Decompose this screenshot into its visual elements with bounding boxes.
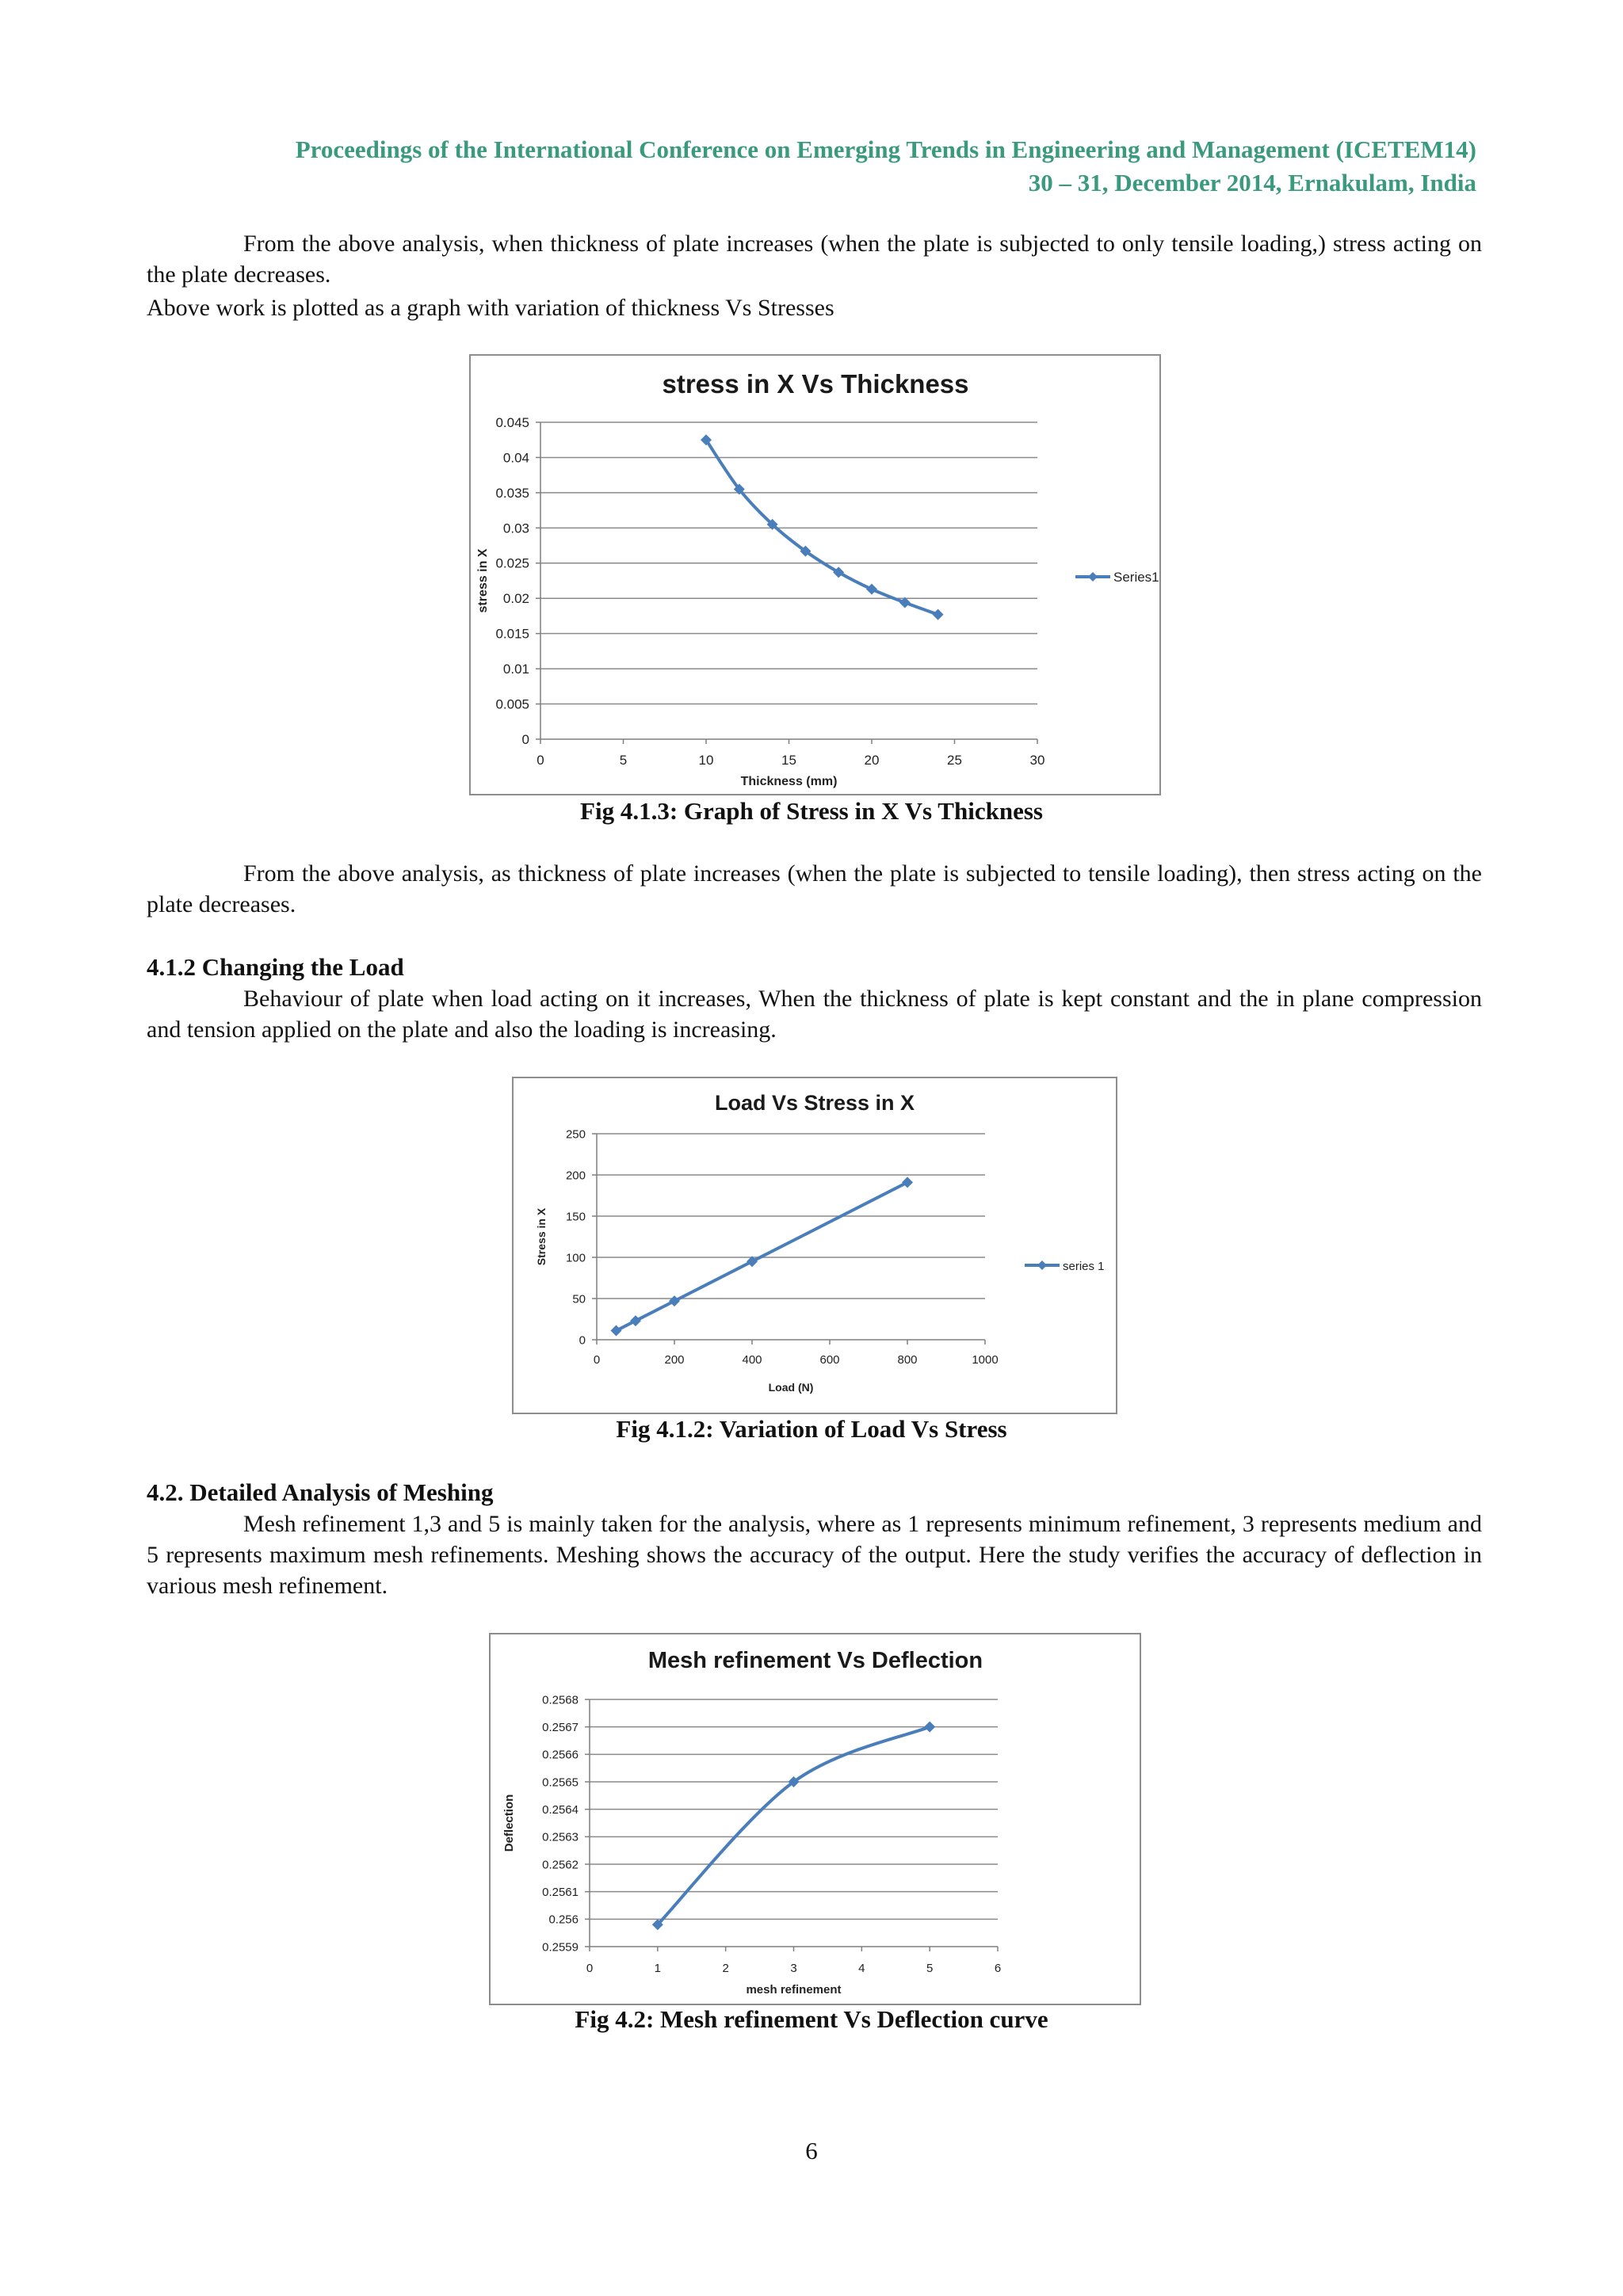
y-tick-label: 0.03 <box>502 521 529 536</box>
chart-mesh-vs-deflection-svg <box>491 1634 1140 2004</box>
y-axis-label: Stress in X <box>535 1207 548 1266</box>
figure-caption-4-1-3: Fig 4.1.3: Graph of Stress in X Vs Thickness <box>580 797 1043 825</box>
data-point <box>669 1295 680 1306</box>
y-tick-label: 200 <box>565 1169 586 1183</box>
chart-title: Mesh refinement Vs Deflection <box>647 1648 983 1673</box>
y-tick-label: 0 <box>521 731 529 747</box>
paragraph-thickness-conclusion: From the above analysis, as thickness of plate increases (when the plate is subjected to tensile loading), then stress acting on the plate decreases. <box>147 860 1482 917</box>
x-tick-label: 25 <box>947 753 962 768</box>
y-tick-label: 0.2568 <box>542 1693 579 1707</box>
data-point <box>630 1315 641 1326</box>
y-axis-label: Deflection <box>502 1794 516 1852</box>
data-point <box>866 584 877 595</box>
x-tick-label: 10 <box>698 753 714 768</box>
y-tick-label: 0.2566 <box>542 1748 579 1762</box>
paragraph-thickness-analysis: From the above analysis, when thickness of plate increases (when the plate is subjected to only tensile loading,) stress acting on the plate decreases. <box>147 231 1482 288</box>
chart-stress-vs-thickness <box>469 354 1161 795</box>
y-tick-label: 0.02 <box>502 591 529 607</box>
data-point <box>902 1177 913 1188</box>
data-point <box>933 609 944 620</box>
x-tick-label: 1000 <box>972 1353 999 1367</box>
legend-label: Series1 <box>1113 570 1159 585</box>
x-axis-label: Thickness (mm) <box>740 775 838 788</box>
x-tick-label: 0 <box>593 1353 601 1367</box>
x-axis-label: Load (N) <box>768 1381 814 1394</box>
paragraph-meshing: Mesh refinement 1,3 and 5 is mainly taken for the analysis, where as 1 represents minimum refinement, 3 represents medium and 5 represents maximum mesh refinements. Meshing shows the accuracy of the output. Here the study verifies the accuracy of deflection in various mesh refinement. <box>147 1511 1482 1599</box>
y-tick-label: 50 <box>572 1292 586 1306</box>
y-axis-label: stress in X <box>476 548 490 613</box>
x-tick-label: 6 <box>994 1962 1002 1975</box>
series-line <box>706 440 938 614</box>
y-tick-label: 150 <box>565 1210 586 1224</box>
section-heading-4-1-2: 4.1.2 Changing the Load <box>147 953 404 981</box>
y-tick-label: 0.2567 <box>542 1720 579 1734</box>
chart-title: stress in X Vs Thickness <box>662 369 969 399</box>
chart-load-vs-stress-svg <box>514 1078 1116 1413</box>
y-tick-label: 0.01 <box>502 662 529 677</box>
x-tick-label: 5 <box>619 753 628 768</box>
y-tick-label: 0.005 <box>495 696 529 712</box>
y-tick-label: 0.2563 <box>542 1830 579 1844</box>
paragraph-changing-load: Behaviour of plate when load acting on it increases, When the thickness of plate is kept constant and the in plane compression and tension applied on the plate and also the loading is increasing. <box>147 986 1482 1043</box>
data-point <box>611 1325 622 1337</box>
figure-caption-4-2: Fig 4.2: Mesh refinement Vs Deflection curve <box>575 2005 1048 2033</box>
chart-load-vs-stress <box>512 1077 1117 1414</box>
x-tick-label: 15 <box>781 753 796 768</box>
x-tick-label: 200 <box>664 1353 685 1367</box>
y-tick-label: 0.035 <box>495 485 529 501</box>
y-tick-label: 0.2559 <box>542 1940 579 1955</box>
header-line-2: 30 – 31, December 2014, Ernakulam, India <box>1028 169 1476 196</box>
section-heading-4-2: 4.2. Detailed Analysis of Meshing <box>147 1478 494 1506</box>
x-tick-label: 0 <box>586 1962 594 1975</box>
series-line <box>617 1182 908 1330</box>
y-tick-label: 0.045 <box>495 414 529 430</box>
y-tick-label: 0.04 <box>502 450 529 466</box>
x-tick-label: 400 <box>742 1353 762 1367</box>
chart-stress-vs-thickness-svg <box>471 356 1159 794</box>
legend-marker <box>1088 572 1098 582</box>
x-tick-label: 20 <box>864 753 880 768</box>
x-tick-label: 2 <box>722 1962 729 1975</box>
data-point <box>924 1722 935 1733</box>
legend-marker <box>1037 1261 1047 1270</box>
y-tick-label: 0.2564 <box>542 1802 579 1817</box>
x-tick-label: 1 <box>654 1962 662 1975</box>
y-tick-label: 0.025 <box>495 555 529 571</box>
header-line-1: Proceedings of the International Conference on Emerging Trends in Engineering and Management (ICETEM14) <box>295 135 1476 163</box>
legend-label: series 1 <box>1063 1260 1105 1273</box>
x-tick-label: 800 <box>897 1353 918 1367</box>
page-number: 6 <box>805 2137 818 2164</box>
y-tick-label: 0.2562 <box>542 1858 579 1872</box>
y-tick-label: 0.2565 <box>542 1775 579 1790</box>
y-tick-label: 0.015 <box>495 626 529 642</box>
series-line <box>658 1727 930 1925</box>
y-tick-label: 250 <box>565 1127 586 1142</box>
x-axis-label: mesh refinement <box>746 1983 842 1997</box>
figure-caption-4-1-2: Fig 4.1.2: Variation of Load Vs Stress <box>616 1415 1007 1443</box>
x-tick-label: 600 <box>819 1353 840 1367</box>
x-tick-label: 4 <box>858 1962 865 1975</box>
x-tick-label: 30 <box>1029 753 1045 768</box>
chart-title: Load Vs Stress in X <box>714 1091 915 1115</box>
chart-mesh-vs-deflection <box>489 1633 1141 2005</box>
x-tick-label: 3 <box>790 1962 797 1975</box>
y-tick-label: 0 <box>579 1333 586 1348</box>
y-tick-label: 100 <box>565 1251 586 1265</box>
conference-header <box>296 133 1476 200</box>
x-tick-label: 0 <box>537 753 544 768</box>
x-tick-label: 5 <box>926 1962 934 1975</box>
y-tick-label: 0.256 <box>548 1913 579 1927</box>
y-tick-label: 0.2561 <box>542 1885 579 1899</box>
paragraph-plot-intro: Above work is plotted as a graph with variation of thickness Vs Stresses <box>147 295 834 321</box>
